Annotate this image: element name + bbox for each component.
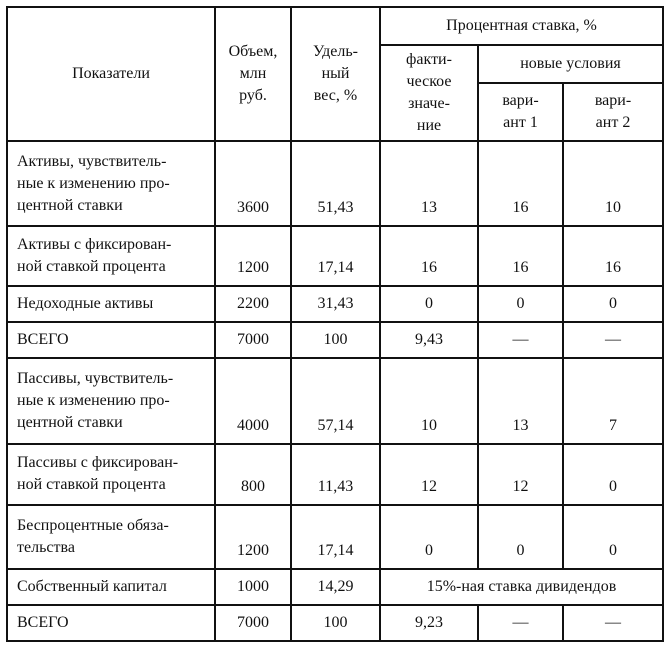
variant-1-cell: 16 [478,226,563,286]
row-label: Активы с фиксирован- ной ставкой процента [7,226,215,286]
volume-cell: 4000 [215,358,291,444]
actual-rate-cell: 9,43 [380,322,478,358]
row-label: Пассивы с фиксирован- ной ставкой процента [7,444,215,504]
header-row-1 [7,7,663,45]
interest-rate-header: Процентная ставка, % [380,7,663,45]
table-row [7,286,663,322]
share-cell: 100 [291,322,380,358]
actual-rate-cell: 16 [380,226,478,286]
volume-cell: 2200 [215,286,291,322]
variant-1-cell: 0 [478,286,563,322]
actual-rate-cell: 13 [380,141,478,225]
variant-2-cell: 0 [563,286,663,322]
share-cell: 17,14 [291,226,380,286]
share-cell: 31,43 [291,286,380,322]
share-cell: 11,43 [291,444,380,504]
row-label: ВСЕГО [7,322,215,358]
variant-1-cell: 12 [478,444,563,504]
actual-rate-cell: 9,23 [380,605,478,641]
row-label: Активы, чувствитель- ные к изменению про- центной ставки [7,141,215,225]
actual-rate-cell: 0 [380,505,478,569]
row-label: ВСЕГО [7,605,215,641]
volume-cell: 1000 [215,569,291,605]
share-cell: 51,43 [291,141,380,225]
table-body [7,7,663,641]
row-label: Пассивы, чувствитель- ные к изменению про- центной ставки [7,358,215,444]
indicators-header: Показатели [7,7,215,141]
variant-1-cell: — [478,605,563,641]
row-label: Недоходные активы [7,286,215,322]
table-row [7,358,663,444]
variant-2-cell: — [563,605,663,641]
row-label: Собственный капитал [7,569,215,605]
new-terms-header: новые условия [478,45,663,83]
dividend-rate-cell: 15%-ная ставка дивидендов [380,569,663,605]
variant-2-cell: — [563,322,663,358]
share-cell: 57,14 [291,358,380,444]
share-header: Удель- ный вес, % [291,7,380,141]
variant-1-header: вари- ант 1 [478,83,563,141]
share-cell: 17,14 [291,505,380,569]
table-row [7,569,663,605]
table-row [7,444,663,504]
table-row [7,605,663,641]
volume-cell: 7000 [215,322,291,358]
volume-cell: 7000 [215,605,291,641]
share-cell: 14,29 [291,569,380,605]
volume-cell: 800 [215,444,291,504]
actual-rate-cell: 10 [380,358,478,444]
volume-cell: 1200 [215,505,291,569]
table-row [7,322,663,358]
volume-cell: 1200 [215,226,291,286]
variant-2-cell: 16 [563,226,663,286]
actual-rate-cell: 12 [380,444,478,504]
actual-value-header: факти- ческое значе- ние [380,45,478,141]
variant-2-cell: 7 [563,358,663,444]
variant-2-cell: 0 [563,505,663,569]
variant-2-header: вари- ант 2 [563,83,663,141]
variant-1-cell: 0 [478,505,563,569]
actual-rate-cell: 0 [380,286,478,322]
share-cell: 100 [291,605,380,641]
table-row [7,505,663,569]
table-row [7,141,663,225]
variant-2-cell: 10 [563,141,663,225]
volume-cell: 3600 [215,141,291,225]
row-label: Беспроцентные обяза- тельства [7,505,215,569]
variant-1-cell: — [478,322,563,358]
volume-header: Объем, млн руб. [215,7,291,141]
variant-1-cell: 13 [478,358,563,444]
variant-1-cell: 16 [478,141,563,225]
table-row [7,226,663,286]
interest-rate-table [6,6,664,642]
variant-2-cell: 0 [563,444,663,504]
